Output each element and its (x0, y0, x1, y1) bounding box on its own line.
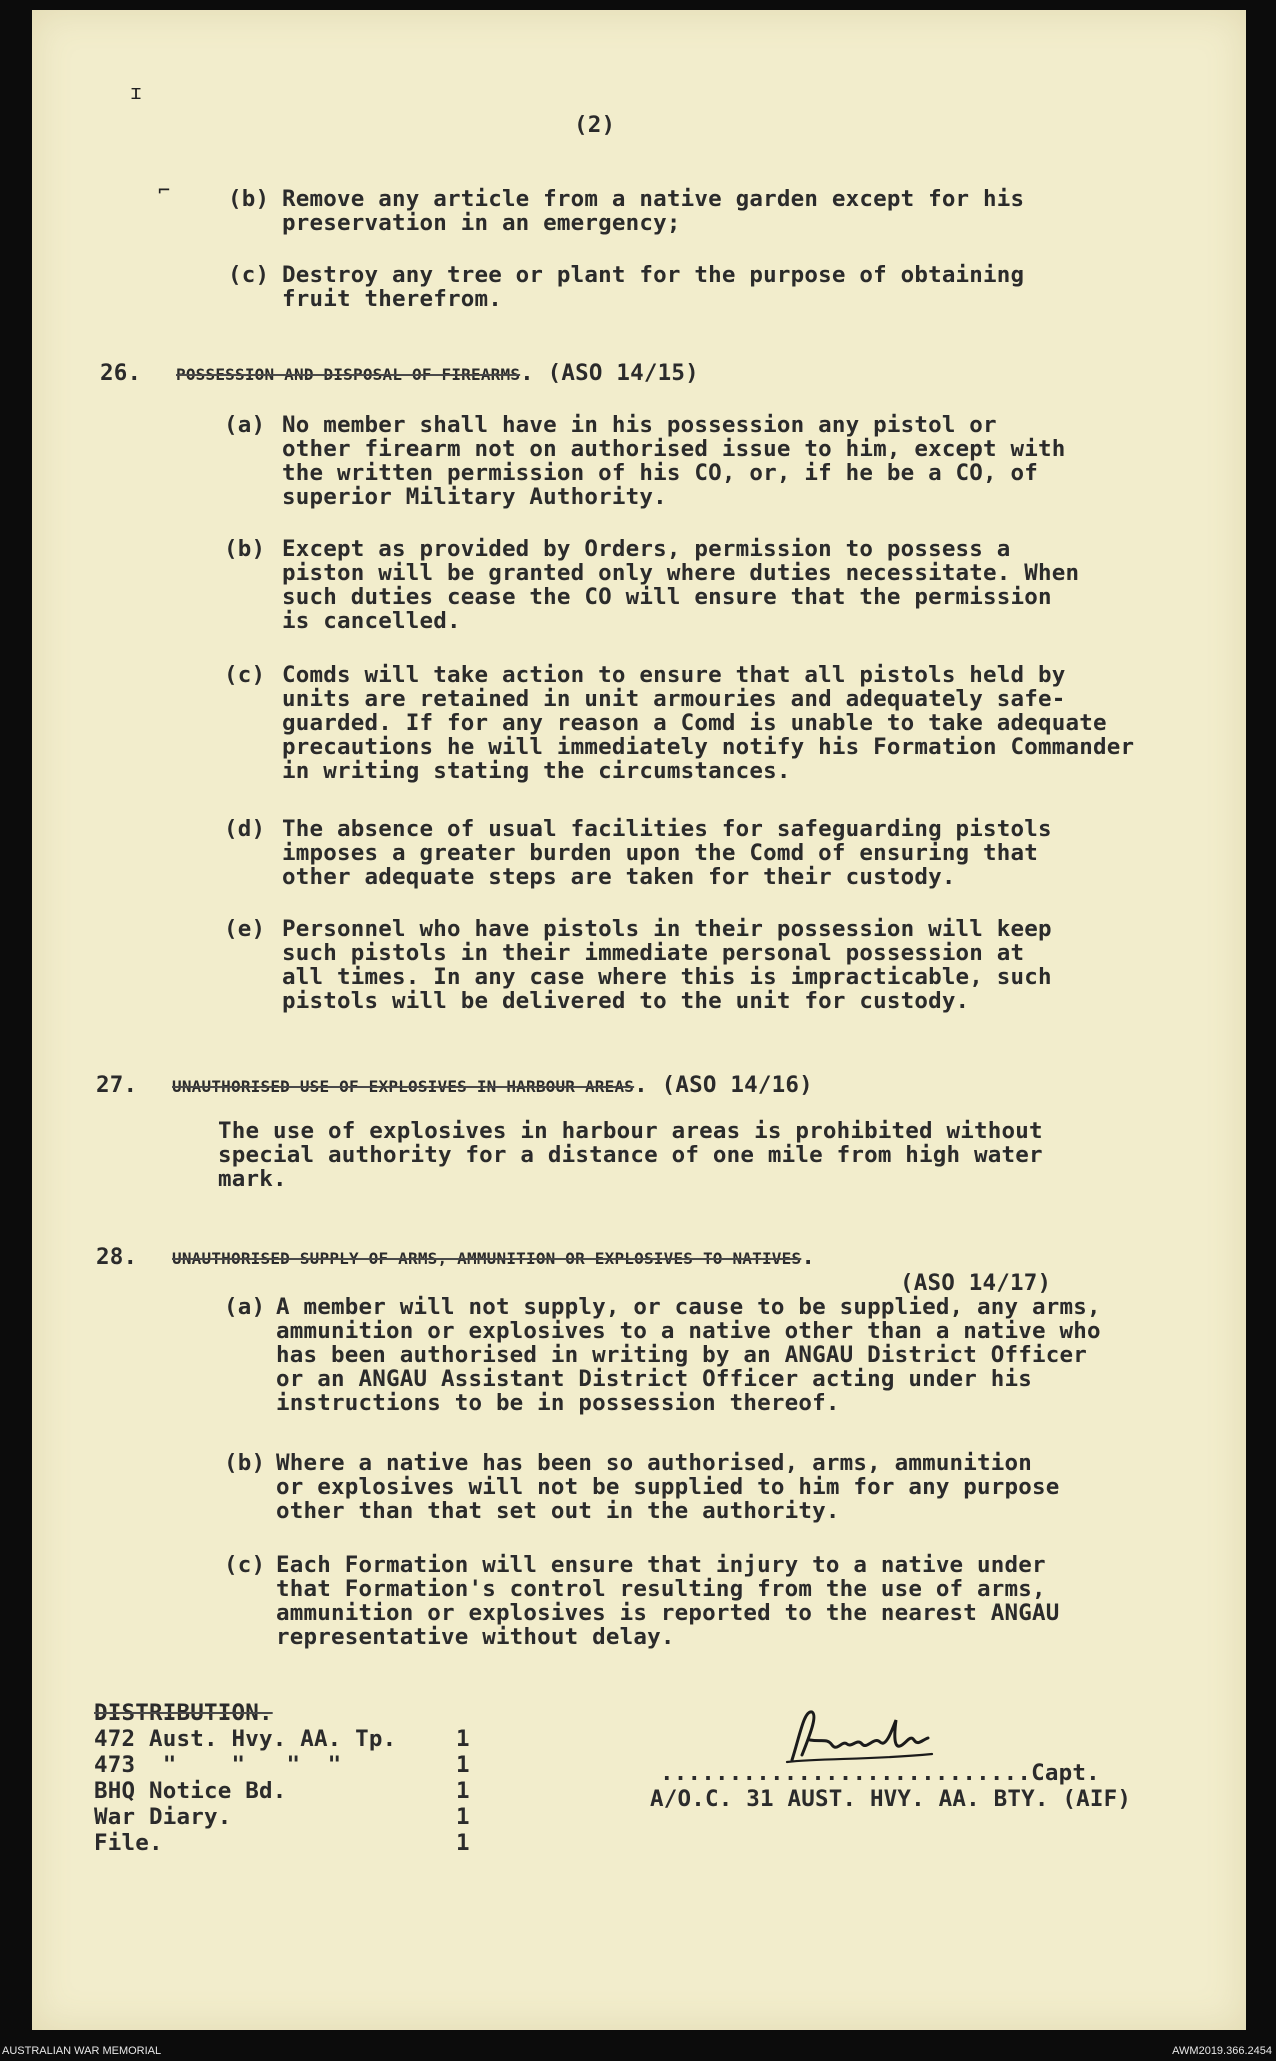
item-line: Comds will take action to ensure that all pistols held by (282, 662, 1066, 688)
item-line: in writing stating the circumstances. (282, 758, 791, 784)
item-marker: (b) (224, 1450, 266, 1476)
section-number: 27. (96, 1072, 138, 1098)
item-line: that Formation's control resulting from the use of arms, (276, 1576, 1046, 1602)
item-marker: (a) (224, 412, 266, 438)
item-line: precautions he will immediately notify his Formation Commander (282, 734, 1135, 760)
item-line: superior Military Authority. (282, 484, 667, 510)
item-marker: (e) (224, 916, 266, 942)
item-line: fruit therefrom. (282, 286, 502, 312)
item-line: all times. In any case where this is impracticable, such (282, 964, 1052, 990)
item-line: other firearm not on authorised issue to him, except with (282, 436, 1066, 462)
section-heading: POSSESSION AND DISPOSAL OF FIREARMS. (ASO 14/15) (176, 360, 699, 386)
section-heading: UNAUTHORISED SUPPLY OF ARMS, AMMUNITION OR EXPLOSIVES TO NATIVES. (172, 1244, 816, 1270)
signatory-title: A/O.C. 31 AUST. HVY. AA. BTY. (AIF) (650, 1786, 1132, 1812)
signature-line: ...........................Capt. (660, 1760, 1100, 1786)
distribution-title: DISTRIBUTION. (94, 1700, 273, 1726)
distribution-qty: 1 (456, 1830, 470, 1856)
item-marker: (a) (224, 1294, 266, 1320)
paragraph-line: The use of explosives in harbour areas is prohibited without (218, 1118, 1043, 1144)
item-line: ammunition or explosives is reported to the nearest ANGAU (276, 1600, 1060, 1626)
item-line: such duties cease the CO will ensure that the permission (282, 584, 1052, 610)
item-line: or explosives will not be supplied to him for any purpose (276, 1474, 1060, 1500)
item-line: Personnel who have pistols in their possession will keep (282, 916, 1052, 942)
distribution-name: File. (94, 1830, 163, 1856)
distribution-name: 473 " " " " (94, 1752, 342, 1778)
distribution-qty: 1 (456, 1752, 470, 1778)
item-line: or an ANGAU Assistant District Officer acting under his (276, 1366, 1033, 1392)
item-line: other adequate steps are taken for their custody. (282, 864, 956, 890)
page-number: (2) (574, 112, 616, 138)
section-reference: (ASO 14/17) (900, 1270, 1052, 1296)
item-line: imposes a greater burden upon the Comd of ensuring that (282, 840, 1039, 866)
item-line: has been authorised in writing by an ANGAU District Officer (276, 1342, 1088, 1368)
item-line: Each Formation will ensure that injury to a native under (276, 1552, 1046, 1578)
item-marker: (c) (224, 662, 266, 688)
item-line: Where a native has been so authorised, arms, ammunition (276, 1450, 1033, 1476)
distribution-qty: 1 (456, 1804, 470, 1830)
paragraph-line: mark. (218, 1166, 287, 1192)
item-line: Except as provided by Orders, permission to possess a (282, 536, 1011, 562)
item-marker: (c) (228, 262, 270, 288)
footer-right: AWM2019.366.2454 (1172, 2045, 1272, 2057)
item-line: preservation in an emergency; (282, 210, 681, 236)
section-heading: UNAUTHORISED USE OF EXPLOSIVES IN HARBOUR AREAS. (ASO 14/16) (172, 1072, 813, 1098)
distribution-name: War Diary. (94, 1804, 232, 1830)
distribution-qty: 1 (456, 1778, 470, 1804)
item-line: The absence of usual facilities for safeguarding pistols (282, 816, 1052, 842)
item-line: representative without delay. (276, 1624, 675, 1650)
item-line: such pistols in their immediate personal possession at (282, 940, 1025, 966)
item-line: is cancelled. (282, 608, 461, 634)
ink-mark: ɪ (130, 80, 143, 104)
item-line: other than that set out in the authority. (276, 1498, 840, 1524)
distribution-qty: 1 (456, 1726, 470, 1752)
paragraph-line: special authority for a distance of one mile from high water (218, 1142, 1043, 1168)
ink-tick: ⌐ (158, 178, 171, 202)
footer-left: AUSTRALIAN WAR MEMORIAL (2, 2045, 162, 2057)
distribution-name: BHQ Notice Bd. (94, 1778, 287, 1804)
item-marker: (b) (228, 186, 270, 212)
item-marker: (b) (224, 536, 266, 562)
item-marker: (c) (224, 1552, 266, 1578)
item-line: piston will be granted only where duties necessitate. When (282, 560, 1080, 586)
item-marker: (d) (224, 816, 266, 842)
item-line: units are retained in unit armouries and adequately safe- (282, 686, 1066, 712)
section-number: 26. (100, 360, 142, 386)
item-line: instructions to be in possession thereof. (276, 1390, 840, 1416)
item-line: A member will not supply, or cause to be supplied, any arms, (276, 1294, 1101, 1320)
item-line: No member shall have in his possession any pistol or (282, 412, 997, 438)
item-line: ammunition or explosives to a native other than a native who (276, 1318, 1101, 1344)
item-line: Remove any article from a native garden except for his (282, 186, 1025, 212)
item-line: guarded. If for any reason a Comd is unable to take adequate (282, 710, 1107, 736)
item-line: Destroy any tree or plant for the purpose of obtaining (282, 262, 1025, 288)
distribution-name: 472 Aust. Hvy. AA. Tp. (94, 1726, 397, 1752)
item-line: pistols will be delivered to the unit for custody. (282, 988, 970, 1014)
section-number: 28. (96, 1244, 138, 1270)
item-line: the written permission of his CO, or, if he be a CO, of (282, 460, 1039, 486)
